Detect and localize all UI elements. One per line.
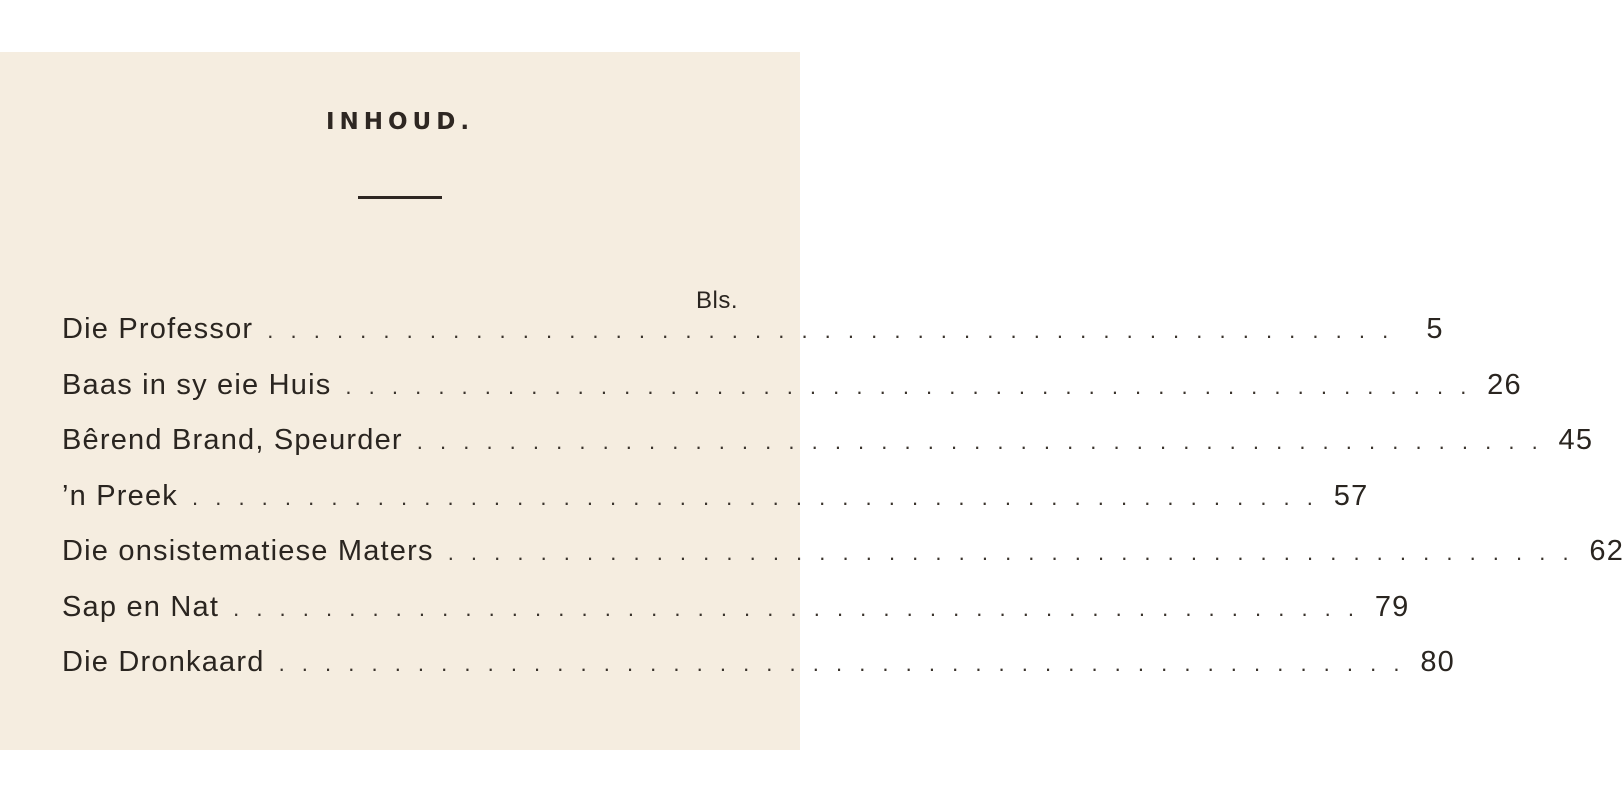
toc-entry-title: Die Professor	[62, 313, 254, 345]
dot-leader: . . . . . . . . . . . . . . . . . . . . . . . . . . . . . . . . . . . . . . . . . . . . . . . . .	[267, 318, 1394, 343]
toc-entry-page: 45	[1558, 424, 1594, 456]
toc-entry-title: Bêrend Brand, Speurder	[62, 424, 403, 456]
toc-entry	[62, 590, 1410, 647]
toc-entry-page: 80	[1420, 646, 1455, 678]
toc-entry-page: 57	[1333, 479, 1369, 512]
toc-entry-page: 79	[1374, 590, 1410, 623]
toc-entry-page: 62	[1589, 535, 1624, 567]
toc-entry-page: 26	[1487, 368, 1522, 401]
toc-entry-title: Die onsistematiese Maters	[62, 535, 434, 567]
heading-divider	[358, 196, 442, 199]
toc-entry-title: ’n Preek	[62, 479, 178, 512]
toc-entry-title: Sap en Nat	[62, 590, 220, 623]
toc-entry	[62, 313, 1444, 369]
toc-entry	[62, 646, 1455, 702]
dot-leader: . . . . . . . . . . . . . . . . . . . . . . . . . . . . . . . . . . . . . . . . . . . . . . . . .	[416, 429, 1544, 454]
toc-entry-title: Die Dronkaard	[62, 646, 265, 678]
dot-leader: . . . . . . . . . . . . . . . . . . . . . . . . . . . . . . . . . . . . . . . . . . . . . . . . .	[233, 595, 1360, 621]
table-of-contents	[62, 313, 1624, 702]
dot-leader: . . . . . . . . . . . . . . . . . . . . . . . . . . . . . . . . . . . . . . . . . . . . . . . . .	[345, 373, 1472, 399]
dot-leader: . . . . . . . . . . . . . . . . . . . . . . . . . . . . . . . . . . . . . . . . . . . . . . . . .	[278, 651, 1405, 676]
toc-entry	[62, 479, 1369, 536]
toc-entry	[62, 535, 1624, 591]
contents-heading: INHOUD.	[325, 109, 475, 135]
book-page	[0, 52, 1624, 750]
dot-leader: . . . . . . . . . . . . . . . . . . . . . . . . . . . . . . . . . . . . . . . . . . . . . . . . .	[447, 540, 1575, 565]
page-column-label: Bls.	[695, 287, 738, 314]
dot-leader: . . . . . . . . . . . . . . . . . . . . . . . . . . . . . . . . . . . . . . . . . . . . . . . . .	[192, 484, 1319, 510]
toc-entry-page: 5	[1426, 313, 1444, 345]
toc-entry-title: Baas in sy eie Huis	[62, 368, 332, 401]
toc-entry	[62, 368, 1522, 425]
toc-entry	[62, 424, 1594, 480]
